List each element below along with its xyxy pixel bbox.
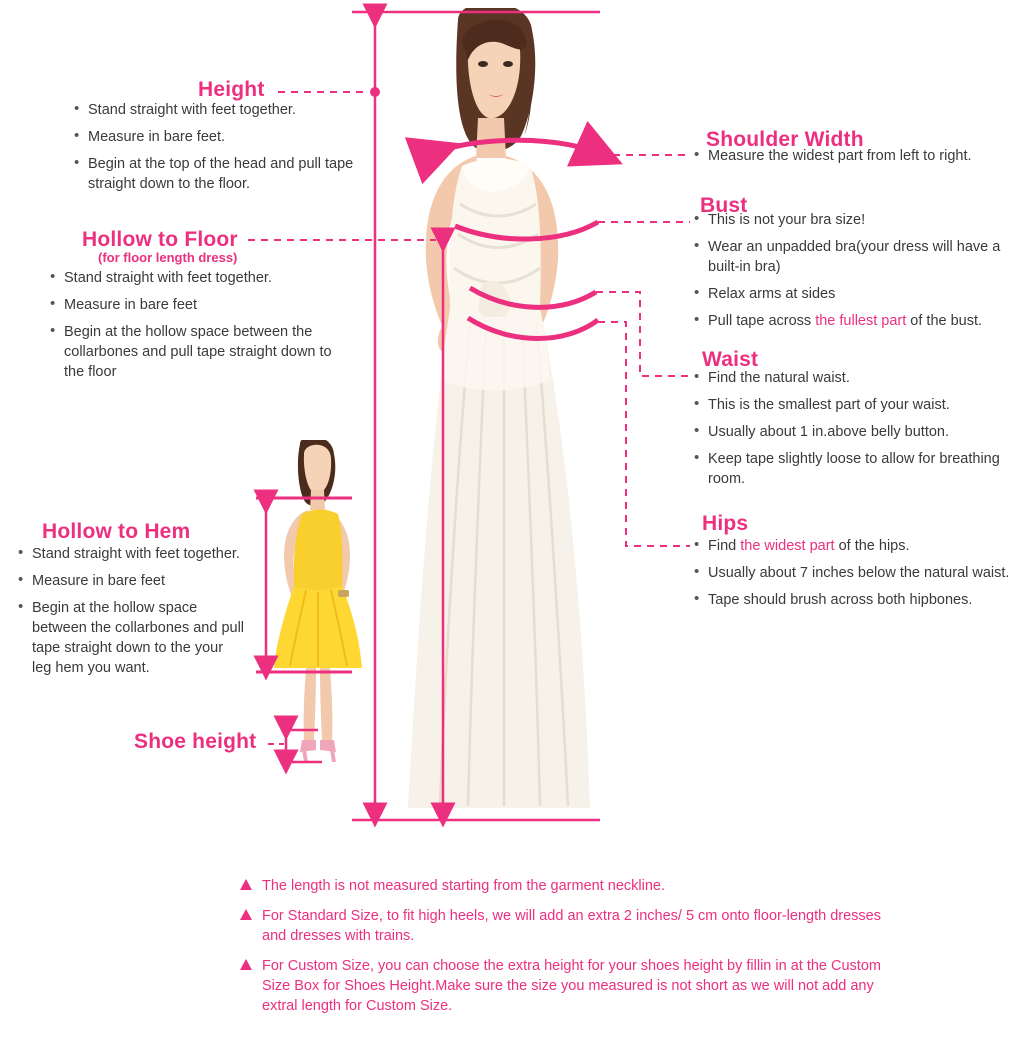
list-item: • Keep tape slightly loose to allow for breathing room. xyxy=(708,449,1002,489)
section-list-height xyxy=(70,100,370,201)
list-item: • Measure in bare feet xyxy=(32,571,246,591)
list-item: • Begin at the top of the head and pull tape straight down to the floor. xyxy=(88,154,370,194)
bust-highlight: the fullest part xyxy=(815,313,907,329)
warning-triangle-icon xyxy=(240,959,252,970)
list-item: • Usually about 1 in.above belly button. xyxy=(708,422,1002,442)
section-heading-height: Height xyxy=(198,78,265,101)
hips-text-prefix: Find xyxy=(708,538,741,554)
section-heading-shoe-height: Shoe height xyxy=(134,730,257,753)
section-list-hips xyxy=(690,536,1010,617)
list-item: • Stand straight with feet together. xyxy=(64,268,346,288)
section-heading-bust: Bust xyxy=(700,194,748,217)
footer-note-text: The length is not measured starting from the garment neckline. xyxy=(262,878,665,894)
section-list-waist xyxy=(690,368,1002,496)
section-heading-hollow-to-hem: Hollow to Hem xyxy=(42,520,191,543)
footer-note xyxy=(240,956,882,1016)
section-list-bust xyxy=(690,210,1010,338)
section-heading-hips: Hips xyxy=(702,512,749,535)
list-item: • Tape should brush across both hipbones. xyxy=(708,590,1010,610)
warning-triangle-icon xyxy=(240,879,252,890)
bust-text-prefix: Pull tape across xyxy=(708,313,816,329)
list-item: • Find the natural waist. xyxy=(708,368,1002,388)
footer-note-text: For Custom Size, you can choose the extra height for your shoes height by fillin in at the Custom Size Box for Shoes Height.Make sure the size you measured is not short as we will not add any extral length for Custom Size. xyxy=(262,958,881,1014)
section-heading-hollow-to-floor: Hollow to Floor xyxy=(82,228,238,251)
list-item: • Begin at the hollow space between the collarbones and pull tape straight down to the floor xyxy=(64,322,346,382)
warning-triangle-icon xyxy=(240,909,252,920)
footer-note xyxy=(240,906,882,946)
list-item: • Usually about 7 inches below the natural waist. xyxy=(708,563,1010,583)
list-item: • This is not your bra size! xyxy=(708,210,1010,230)
hips-text-suffix: of the hips. xyxy=(834,538,910,554)
hips-highlight: the widest part xyxy=(740,538,835,554)
list-item: • Begin at the hollow space between the collarbones and pull tape straight down to the your leg hem you want. xyxy=(32,598,246,678)
list-item: • Stand straight with feet together. xyxy=(32,544,246,564)
footer-note xyxy=(240,876,882,896)
footer-note-text: For Standard Size, to fit high heels, we will add an extra 2 inches/ 5 cm onto floor-length dresses and dresses with trains. xyxy=(262,908,881,944)
list-item: • Measure the widest part from left to right. xyxy=(708,146,1015,166)
section-heading-shoulder-width: Shoulder Width xyxy=(706,128,864,151)
list-item: • This is the smallest part of your waist. xyxy=(708,395,1002,415)
section-subheading-hollow-to-floor: (for floor length dress) xyxy=(98,250,238,265)
section-list-shoulder-width xyxy=(690,146,1015,173)
section-heading-waist: Waist xyxy=(702,348,759,371)
list-item: • Measure in bare feet xyxy=(64,295,346,315)
list-item: • Stand straight with feet together. xyxy=(88,100,370,120)
bust-text-suffix: of the bust. xyxy=(906,313,983,329)
footer-notes xyxy=(240,876,940,1026)
list-item-hips-widest xyxy=(708,536,1010,556)
section-list-hollow-to-floor xyxy=(46,268,346,389)
section-list-hollow-to-hem xyxy=(14,544,246,685)
list-item: • Wear an unpadded bra(your dress will have a built-in bra) xyxy=(708,237,1010,277)
list-item-bust-fullest xyxy=(708,311,1010,331)
list-item: • Relax arms at sides xyxy=(708,284,1010,304)
list-item: • Measure in bare feet. xyxy=(88,127,370,147)
